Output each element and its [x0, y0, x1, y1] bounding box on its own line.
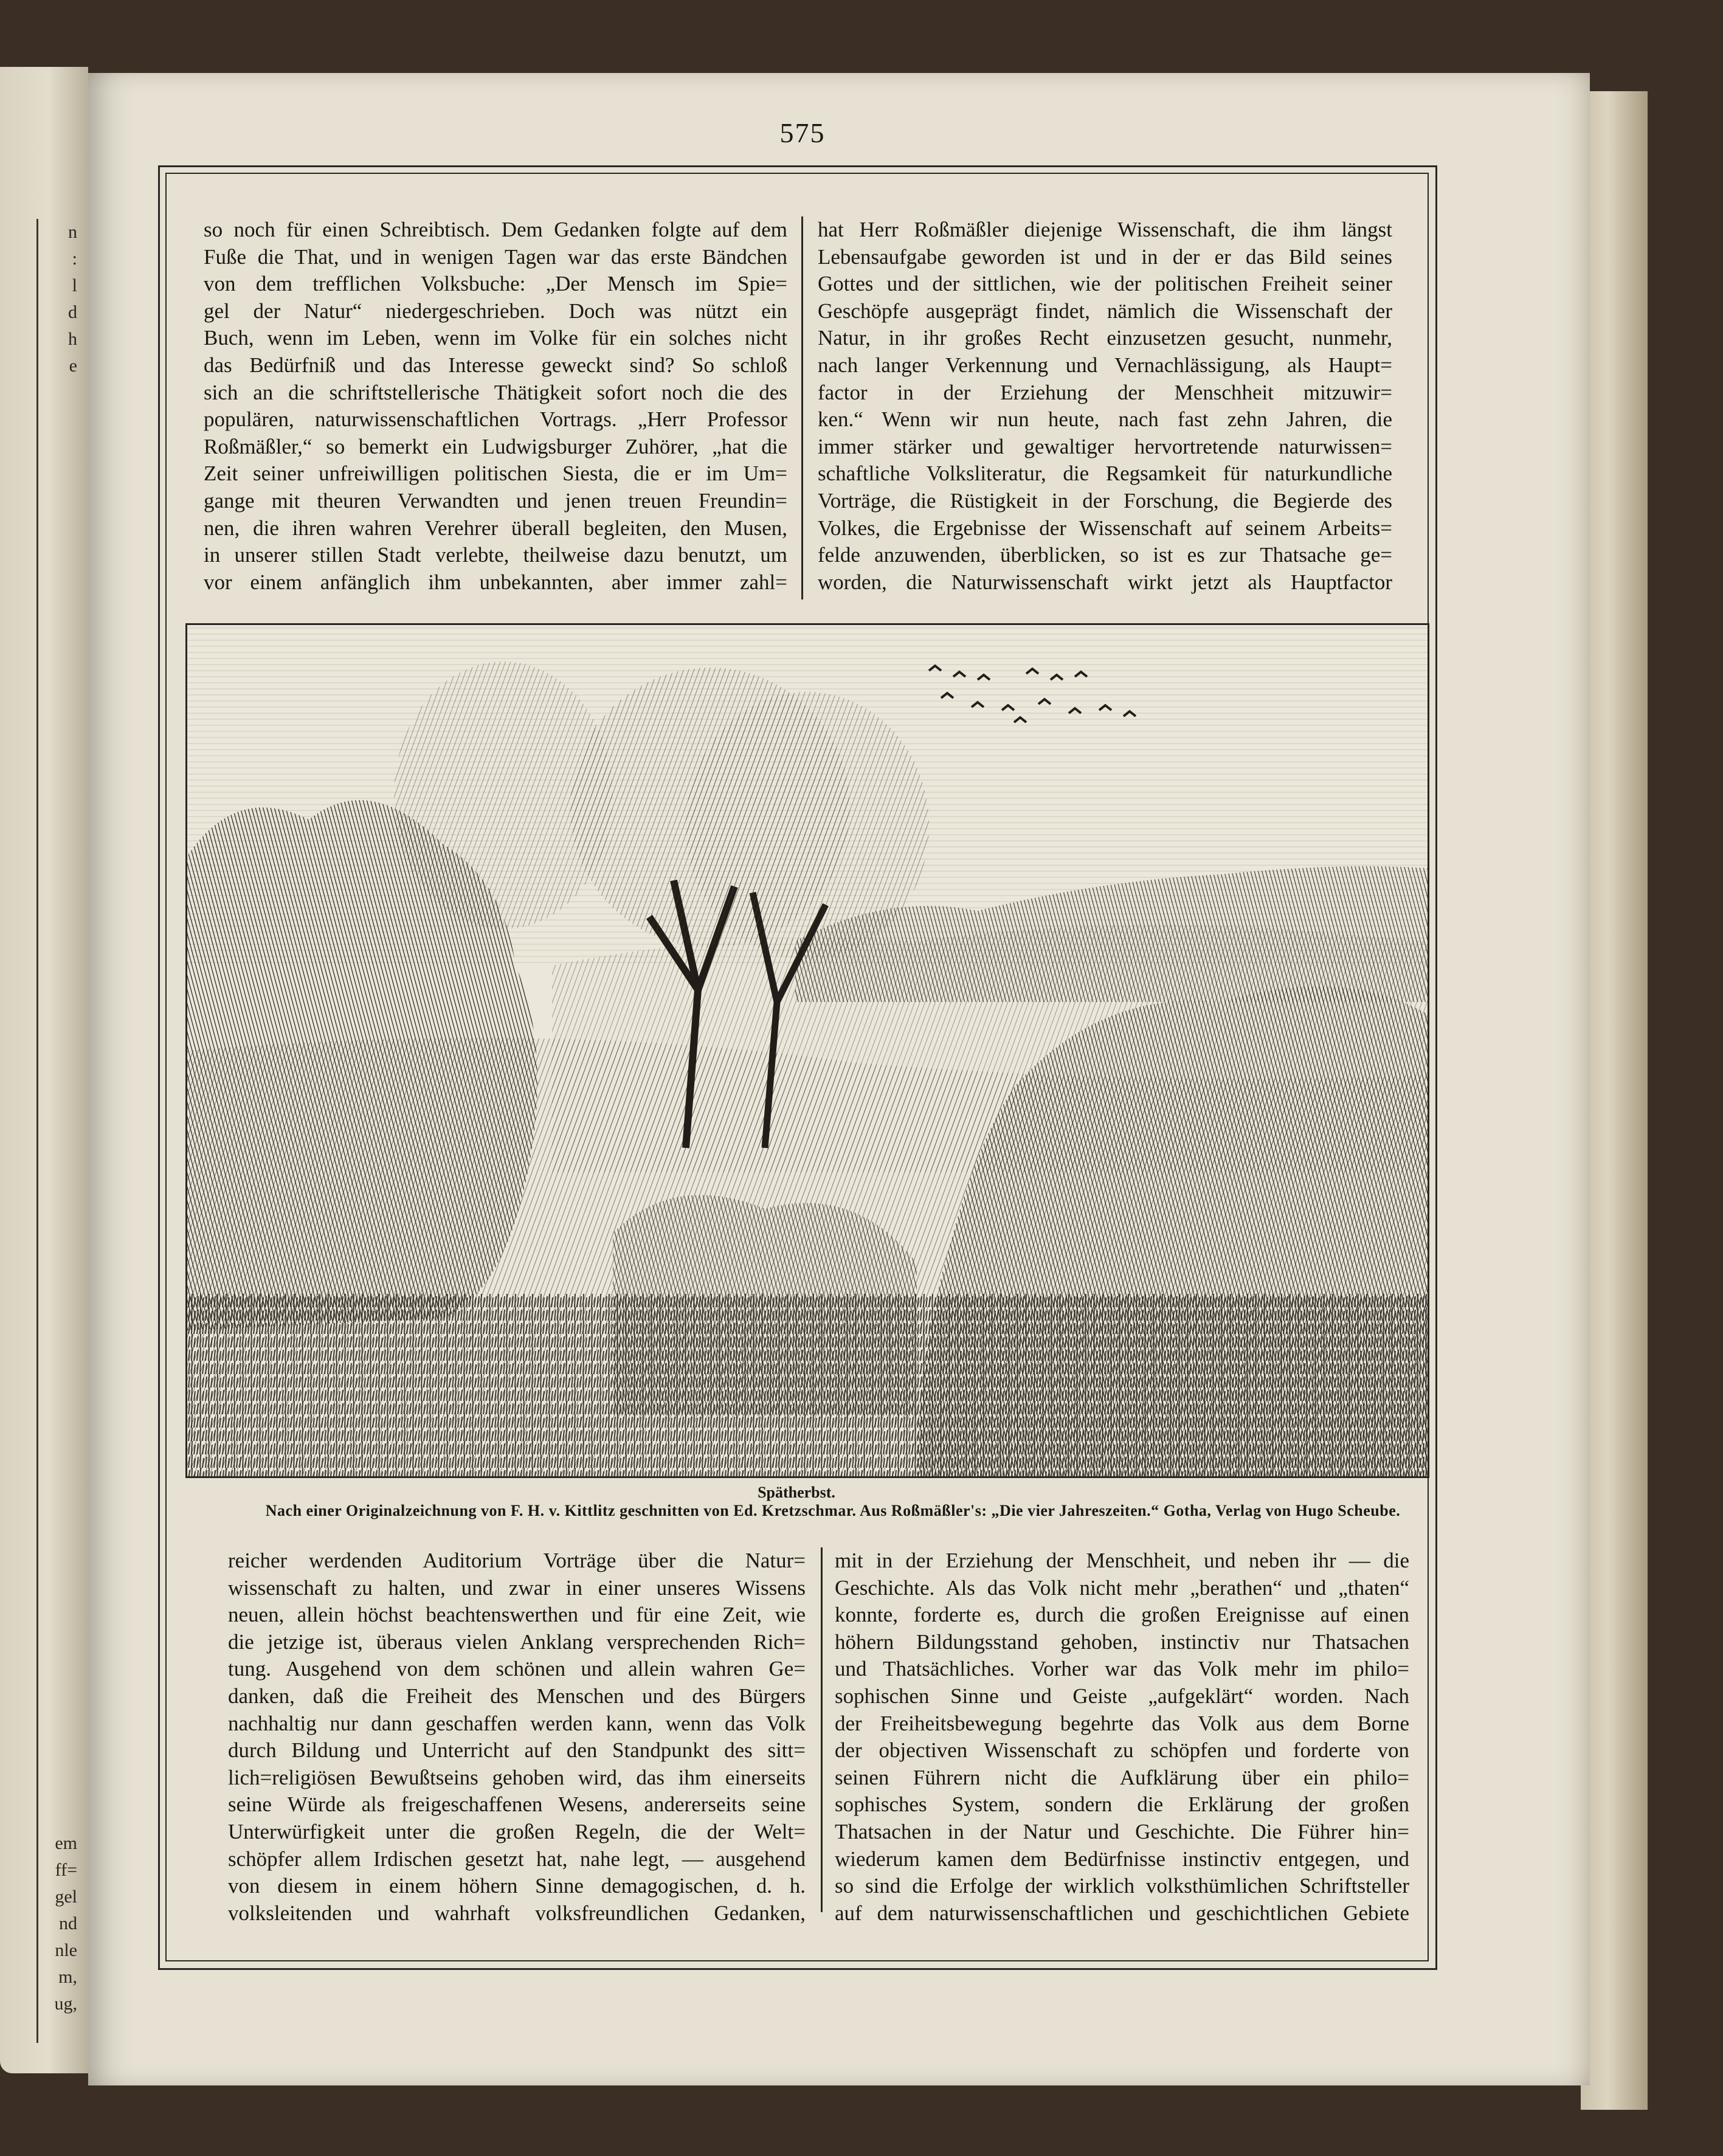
text-line: der objectiven Wissenschaft zu schöpfen und forderte von [835, 1738, 1409, 1763]
text-line: Buch, wenn im Leben, wenn im Volke für ein solches nicht [204, 326, 787, 350]
bottom-column-rule [821, 1547, 823, 1912]
text-line: sich an die schriftstellerische Thätigkeit sofort noch die des [204, 380, 787, 404]
text-line: seine Würde als freigeschaffenen Wesens, andererseits seine [228, 1792, 806, 1817]
text-line: lich=religiösen Bewußtseins gehoben wird, das ihm einerseits [228, 1765, 806, 1789]
text-line: immer stärker und gewaltiger hervortretende naturwissen= [818, 434, 1392, 458]
text-line: die jetzige ist, überaus vielen Anklang versprechenden Rich= [228, 1629, 806, 1654]
text-line: Thatsachen in der Natur und Geschichte. Die Führer hin= [835, 1819, 1409, 1843]
text-line: reicher werdenden Auditorium Vorträge über die Natur= [228, 1549, 806, 1572]
text-line: sophisches System, sondern die Erklärung der großen [835, 1792, 1409, 1817]
text-line: von diesem in einem höhern Sinne demagogischen, d. h. [228, 1874, 806, 1898]
text-line: Fuße die That, und in wenigen Tagen war das erste Bändchen [204, 244, 787, 269]
bottom-left-column [228, 1547, 806, 1927]
text-line: danken, daß die Freiheit des Menschen und des Bürgers [228, 1684, 806, 1708]
text-line: Zeit seiner unfreiwilligen politischen Siesta, die er im Um= [204, 461, 787, 486]
text-line: ken.“ Wenn wir nun heute, nach fast zehn Jahren, die [818, 407, 1392, 432]
page-stack-edge [1581, 91, 1648, 2110]
text-line: Unterwürfigkeit unter die großen Regeln, die der Welt= [228, 1819, 806, 1843]
text-line: Lebensaufgabe geworden ist und in der er das Bild seines [818, 244, 1392, 269]
text-line: felde anzuwenden, überblicken, so ist es zur Thatsache ge= [818, 543, 1392, 567]
text-line: worden, die Naturwissenschaft wirkt jetzt als Hauptfactor [818, 570, 1392, 594]
text-line: Roßmäßler,“ so bemerkt ein Ludwigsburger Zuhörer, „hat die [204, 434, 787, 458]
text-line: der Freiheitsbewegung begehrte das Volk aus dem Borne [835, 1711, 1409, 1735]
top-right-column [818, 216, 1392, 596]
text-line: Gottes und der sittlichen, wie der politischen Freiheit seiner [818, 272, 1392, 296]
text-line: in unserer stillen Stadt verlebte, theilweise dazu benutzt, um [204, 543, 787, 567]
text-line: vor einem anfänglich ihm unbekannten, aber immer zahl= [204, 570, 787, 594]
text-line: das Bedürfniß und das Interesse geweckt sind? So schloß [204, 353, 787, 377]
text-line: so noch für einen Schreibtisch. Dem Gedanken folgte auf dem [204, 218, 787, 241]
text-line: schaftliche Volksliteratur, die Regsamkeit für naturkundliche [818, 461, 1392, 486]
illustration-credit: Nach einer Originalzeichnung von F. H. v. Kittlitz geschnitten von Ed. Kretzschmar. Aus Roßmäßler's: „Die vier Jahreszeiten.“ Gotha, Verlag von Hugo Scheube. [265, 1502, 1401, 1519]
illustration-title: Spätherbst. [758, 1484, 835, 1501]
text-line: von dem trefflichen Volksbuche: „Der Mensch im Spie= [204, 272, 787, 296]
text-line: Natur, in ihr großes Recht einzusetzen gesucht, nunmehr, [818, 326, 1392, 350]
text-line: höhern Bildungsstand gehoben, instinctiv nur Thatsachen [835, 1629, 1409, 1654]
text-line: seinen Führern nicht die Aufklärung über ein philo= [835, 1765, 1409, 1789]
text-line: schöpfer allem Irdischen gesetzt hat, nahe legt, — ausgehend [228, 1847, 806, 1871]
bottom-right-column [835, 1547, 1409, 1927]
text-line: gel der Natur“ niedergeschrieben. Doch was nützt ein [204, 299, 787, 323]
left-page-fragments-top: n : l d h e [68, 222, 77, 376]
engraving-drawing [187, 625, 1428, 1476]
top-column-rule [801, 216, 803, 599]
text-line: hat Herr Roßmäßler diejenige Wissenschaft, die ihm längst [818, 218, 1392, 241]
text-line: nachhaltig nur dann geschaffen werden kann, wenn das Volk [228, 1711, 806, 1735]
left-page-column-rule [36, 219, 38, 2043]
top-left-column [204, 216, 787, 596]
text-line: nach langer Verkennung und Vernachlässigung, als Haupt= [818, 353, 1392, 377]
text-line: populären, naturwissenschaftlichen Vortrags. „Herr Professor [204, 407, 787, 432]
text-line: factor in der Erziehung der Menschheit mitzuwir= [818, 380, 1392, 404]
text-line: gange mit theuren Verwandten und jenen treuen Freundin= [204, 488, 787, 513]
text-line: wiederum kamen dem Bedürfnisse instinctiv entgegen, und [835, 1847, 1409, 1871]
text-line: durch Bildung und Unterricht auf den Standpunkt des sitt= [228, 1738, 806, 1763]
text-line: neuen, allein höchst beachtenswerthen und für eine Zeit, wie [228, 1603, 806, 1627]
text-line: so sind die Erfolge der wirklich volksthümlichen Schriftsteller [835, 1874, 1409, 1898]
text-line: sophischen Sinne und Geiste „aufgeklärt“ worden. Nach [835, 1684, 1409, 1708]
page-number: 575 [779, 117, 826, 148]
text-line: Geschichte. Als das Volk nicht mehr „berathen“ und „thaten“ [835, 1575, 1409, 1600]
left-page-fragments-bottom: em ff= gel nd nle m, ug, [54, 1833, 77, 2014]
landscape-engraving [185, 623, 1429, 1478]
text-line: Volkes, die Ergebnisse der Wissenschaft auf seinem Arbeits= [818, 516, 1392, 540]
text-line: und Thatsächliches. Vorher war das Volk mehr im philo= [835, 1657, 1409, 1681]
left-page-edge [0, 67, 88, 2073]
text-line: mit in der Erziehung der Menschheit, und neben ihr — die [835, 1549, 1409, 1572]
text-line: tung. Ausgehend von dem schönen und allein wahren Ge= [228, 1657, 806, 1681]
text-line: Vorträge, die Rüstigkeit in der Forschung, die Begierde des [818, 488, 1392, 513]
text-line: konnte, forderte es, durch die großen Ereignisse auf einen [835, 1603, 1409, 1627]
text-line: nen, die ihren wahren Verehrer überall begleiten, den Musen, [204, 516, 787, 540]
text-line: wissenschaft zu halten, und zwar in einer unseres Wissens [228, 1575, 806, 1600]
text-line: Geschöpfe ausgeprägt findet, nämlich die Wissenschaft der [818, 299, 1392, 323]
text-line: auf dem naturwissenschaftlichen und geschichtlichen Gebiete [835, 1901, 1409, 1925]
text-line: volksleitenden und wahrhaft volksfreundlichen Gedanken, [228, 1901, 806, 1925]
